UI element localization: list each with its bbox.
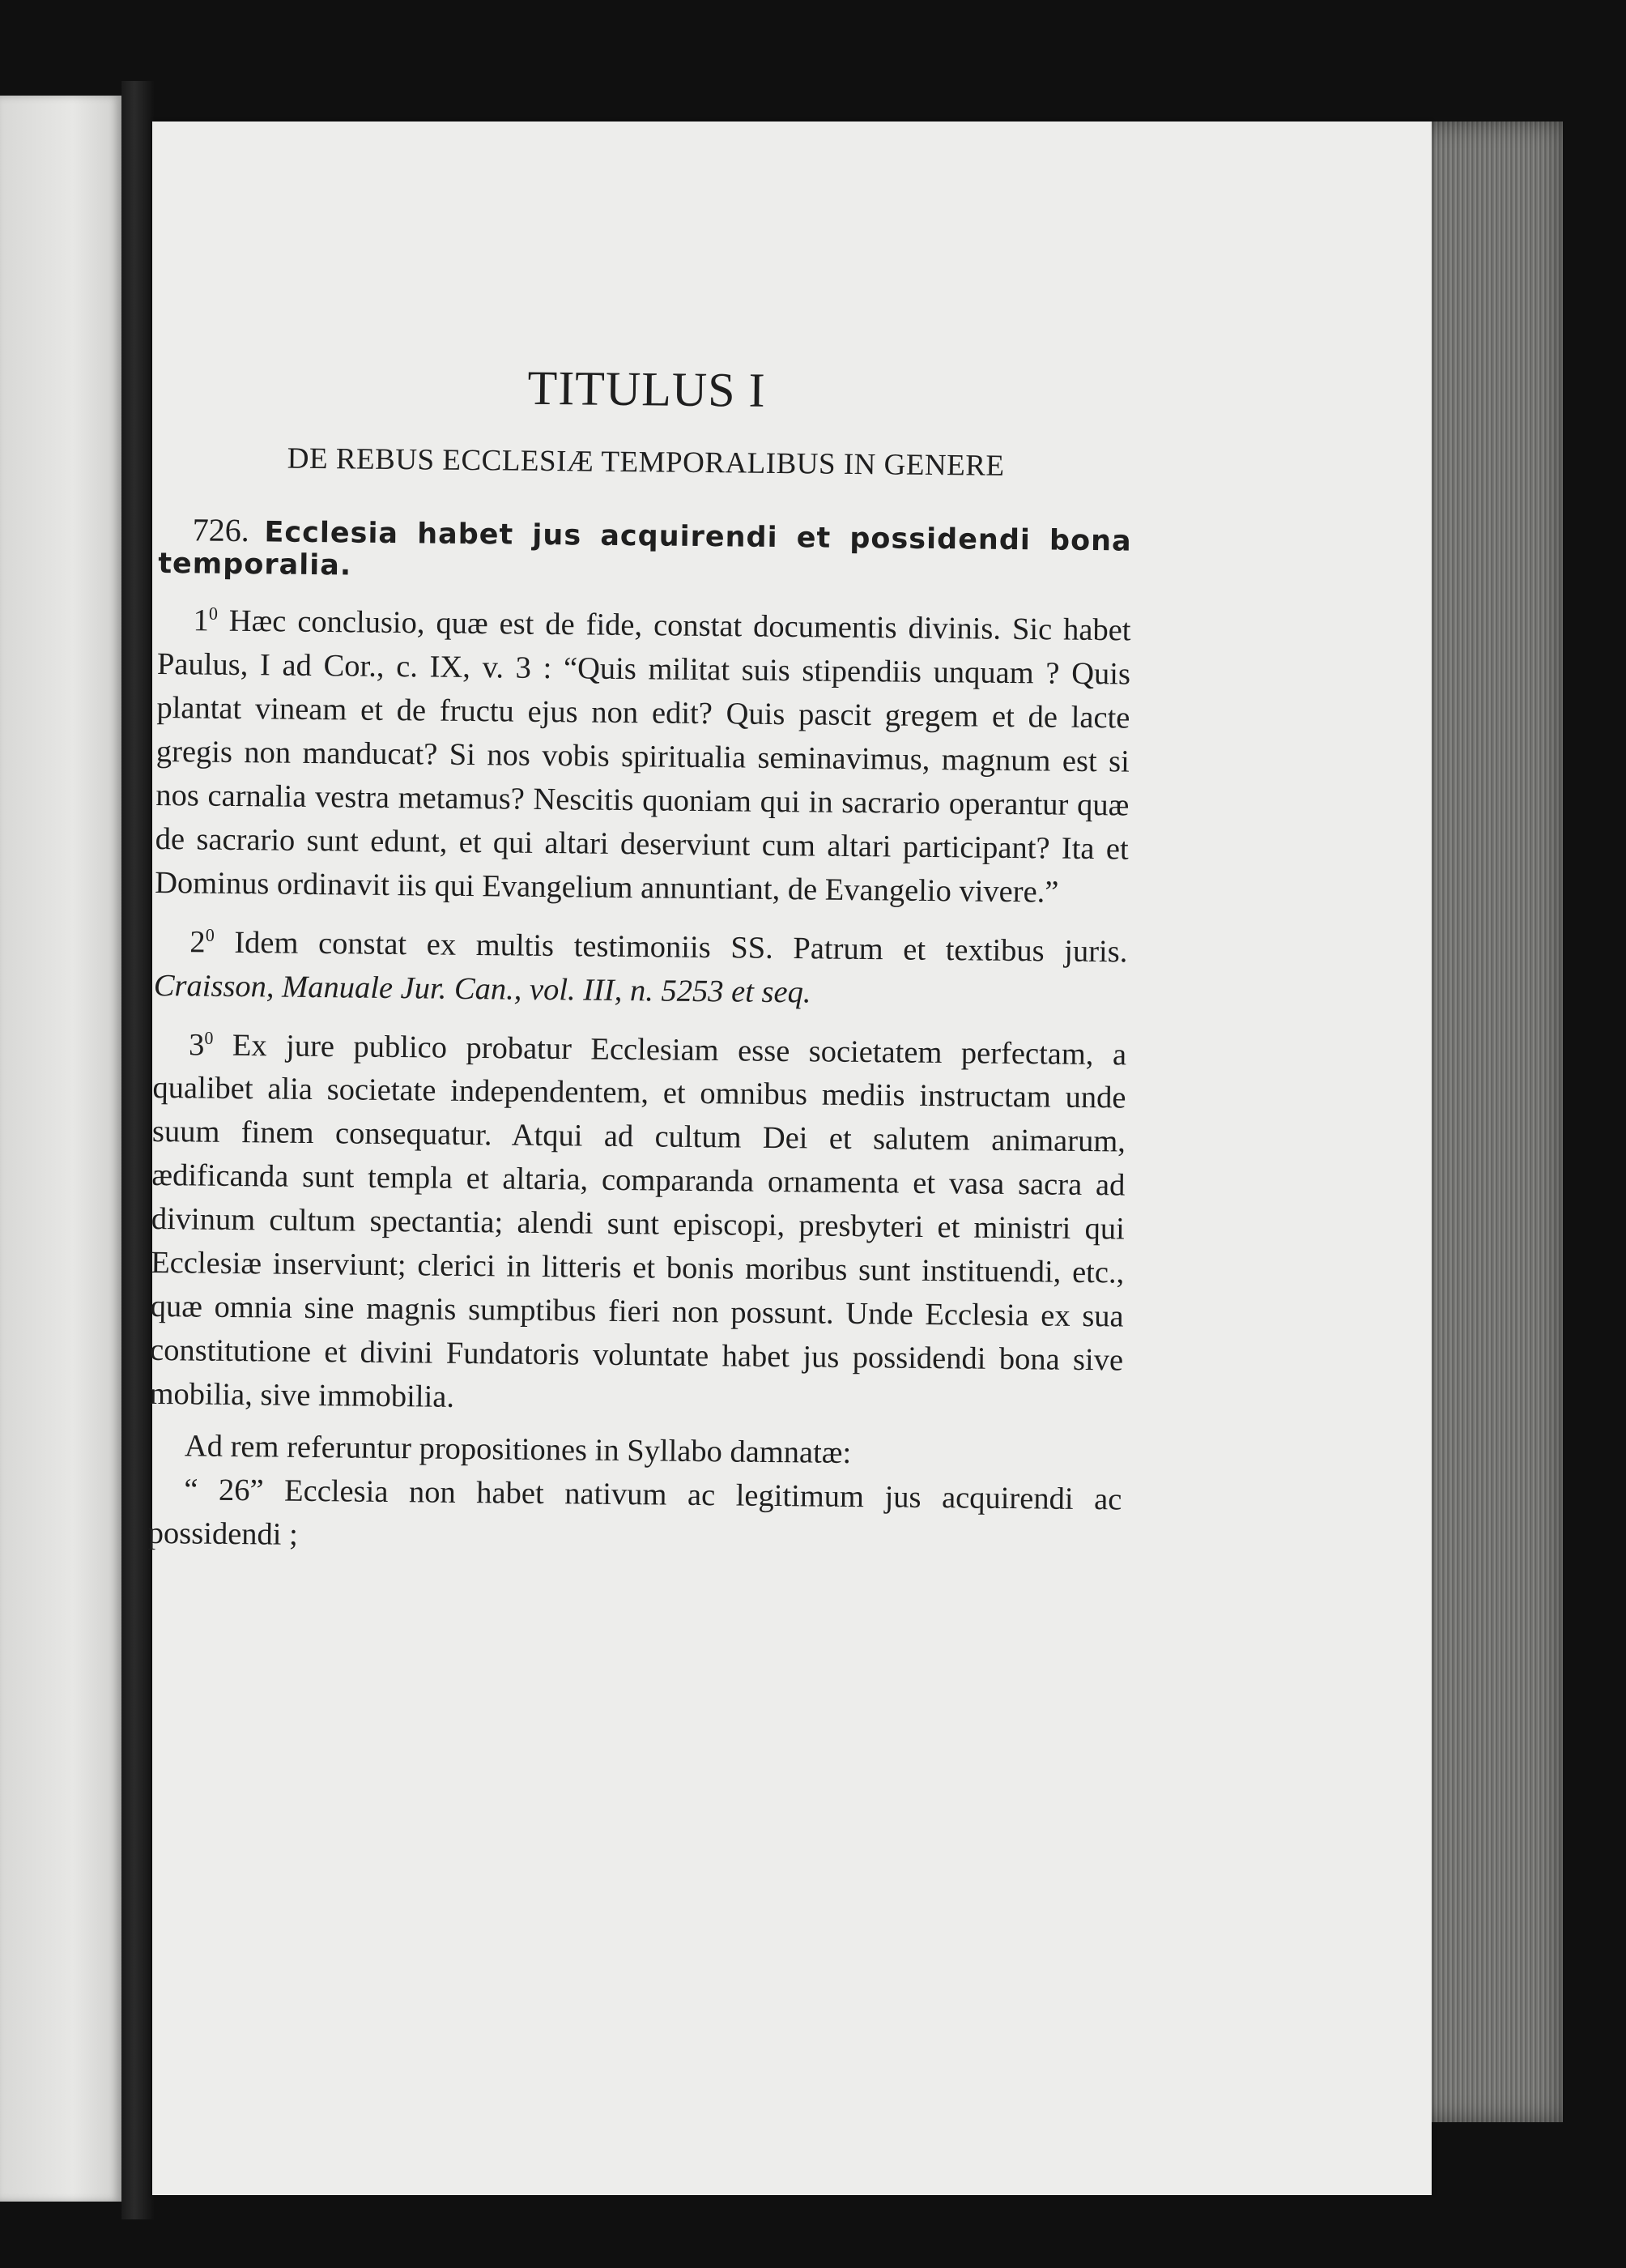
degree-mark: 0 xyxy=(205,924,215,945)
citation: Craisson, Manuale Jur. Can., vol. III, n. 5253 et seq. xyxy=(153,968,811,1010)
paragraph-2 xyxy=(154,913,1128,1017)
book-gutter xyxy=(121,81,154,2219)
paragraph-marker: 2 xyxy=(189,925,206,960)
syllabus-intro: Ad rem referuntur propositiones in Syllabo damnatæ: xyxy=(184,1429,852,1471)
previous-page-edge xyxy=(0,96,121,2202)
paragraph-text: Ex jure publico probatur Ecclesiam esse societatem perfectam, a qualibet alia societate independentem, et omnibus mediis instructam unde suum finem consequatur. Atqui ad cultum Dei et salutem animarum, ædificanda sunt templa et altaria, comparanda ornamenta et vasa sacra ad divinum cultum spectantia; alendi sunt episcopi, presbyteri et ministri qui Ecclesiæ inserviunt; clerici in litteris et bonis moribus sunt instituendi, etc., quæ omnia sine magnis sumptibus fieri non possunt. Unde Ecclesia ex sua constitutione et divini Fundatoris voluntate habet jus possidendi bona sive mobilia, sive immobilia. xyxy=(149,1028,1127,1415)
section-number: 726. xyxy=(192,511,249,549)
syllabus-quote: “ 26” Ecclesia non habet nativum ac legitimum jus acquirendi ac possidendi ; xyxy=(147,1473,1122,1553)
degree-mark: 0 xyxy=(208,603,219,624)
paragraph-text: Idem constat ex multis testimoniis SS. Patrum et textibus juris. xyxy=(214,925,1128,970)
paragraph-marker: 1 xyxy=(193,603,210,638)
paragraph-marker: 3 xyxy=(188,1027,205,1063)
section-thesis: Ecclesia habet jus acquirendi et possidendi bona temporalia. xyxy=(158,516,1132,582)
page-title: TITULUS I xyxy=(527,360,766,417)
paragraph-1 xyxy=(155,591,1131,914)
page-subtitle: DE REBUS ECCLESIÆ TEMPORALIBUS IN GENERE xyxy=(287,441,1005,483)
section-heading xyxy=(158,511,1132,590)
paragraph-text: Hæc conclusio, quæ est de fide, constat documentis divinis. Sic habet Paulus, I ad Cor., c. IX, v. 3 : “Quis militat suis stipendiis unquam ? Quis plantat vineam et de fructu ejus non edit? Quis pascit gregem et de lacte gregis non manducat? Si nos vobis spiritualia seminavimus, magnum est si nos carnalia vestra metamus? Nescitis quoniam qui in sacrario operantur quæ de sacrario sunt edunt, et qui altari deserviunt cum altari participant? Ita et Dominus ordinavit iis qui Evangelium annuntiant, de Evangelio vivere.” xyxy=(154,603,1131,910)
paragraph-3 xyxy=(149,1016,1126,1426)
degree-mark: 0 xyxy=(204,1027,214,1048)
page-content xyxy=(147,356,1133,1566)
